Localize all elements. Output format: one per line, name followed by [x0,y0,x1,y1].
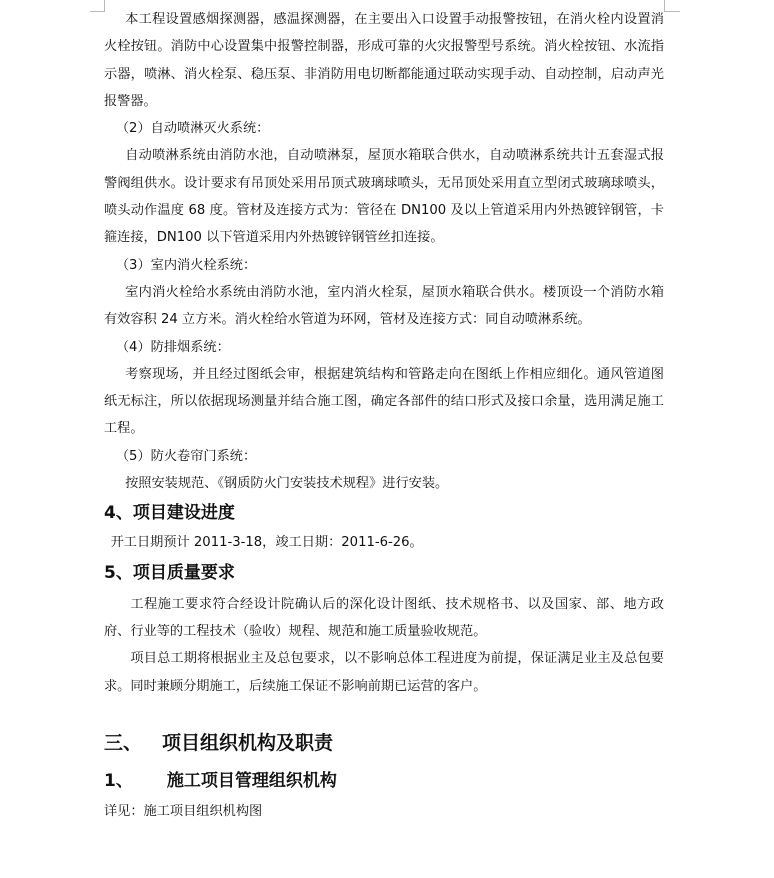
section-three-number: 三、 [104,731,143,754]
shutter-door-paragraph: 按照安装规范、《钢质防火门安装技术规程》进行安装。 [125,476,449,492]
quality-paragraph-1: 工程施工要求符合经设计院确认后的深化设计图纸、技术规格书、以及国家、部、地方政府、行业等的工程技术（验收）规程、规范和施工质量验收规范。 [104,596,664,639]
section-three-heading [104,726,664,760]
smoke-exhaust-heading: （4）防排烟系统： [115,339,230,355]
alarm-system-paragraph: 本工程设置感烟探测器，感温探测器，在主要出入口设置手动报警按钮，在消火栓内设置消火栓按钮。消防中心设置集中报警控制器，形成可靠的火灾报警型号系统。消火栓按钮、水流指示器，喷淋、消火栓泵、稳压泵、非消防用电切断都能通过联动实现手动、自动控制，启动声光报警器。 [104,12,664,109]
hydrant-system-paragraph: 室内消火栓给水系统由消防水池，室内消火栓泵，屋顶水箱联合供水。楼顶设一个消防水箱有效容积 24 立方米。消火栓给水管道为环网，管材及连接方式：同自动喷淋系统。 [104,284,664,328]
smoke-exhaust-paragraph: 考察现场，并且经过图纸会审，根据建筑结构和管路走向在图纸上作相应细化。通风管道图纸无标注，所以依据现场测量并结合施工图，确定各部件的结口形式及接口余量，选用满足施工工程。 [104,366,664,437]
quality-heading-number: 5、 [104,562,133,583]
crop-mark-left-horizontal [90,11,105,12]
schedule-heading-title: 项目建设进度 [132,503,235,524]
org-structure-number: 1、 [104,770,133,791]
schedule-paragraph: 开工日期预计 2011-3-18，竣工日期：2011-6-26。 [110,535,423,551]
org-chart-reference: 详见：施工项目组织机构图 [104,803,263,819]
crop-mark-right-horizontal [664,11,680,12]
section-three-title: 项目组织机构及职责 [162,731,334,754]
sprinkler-system-heading: （2）自动喷淋灭火系统： [115,121,270,137]
hydrant-system-heading: （3）室内消火栓系统： [115,257,257,273]
schedule-heading-number: 4、 [104,503,133,524]
schedule-heading [104,498,664,528]
org-structure-title: 施工项目管理组织机构 [166,770,337,791]
document-page [104,6,664,825]
quality-paragraph-2: 项目总工期将根据业主及总包要求，以不影响总体工程进度为前提，保证满足业主及总包要求。同时兼顾分期施工，后续施工保证不影响前期已运营的客户。 [104,651,664,694]
quality-heading-title: 项目质量要求 [132,562,235,583]
org-structure-heading [104,766,664,796]
sprinkler-system-paragraph: 自动喷淋系统由消防水池，自动喷淋泵，屋顶水箱联合供水，自动喷淋系统共计五套湿式报警阀组供水。设计要求有吊顶处采用吊顶式玻璃球喷头，无吊顶处采用直立型闭式玻璃球喷头，喷头动作温度 68 度。管材及连接方式为：管径在 DN100 及以上管道采用内外热镀锌钢管，卡箍连接，DN100 以下管道采用内外热镀锌钢管丝扣连接。 [104,148,664,246]
quality-heading [104,558,664,588]
shutter-door-heading: （5）防火卷帘门系统： [115,448,257,464]
